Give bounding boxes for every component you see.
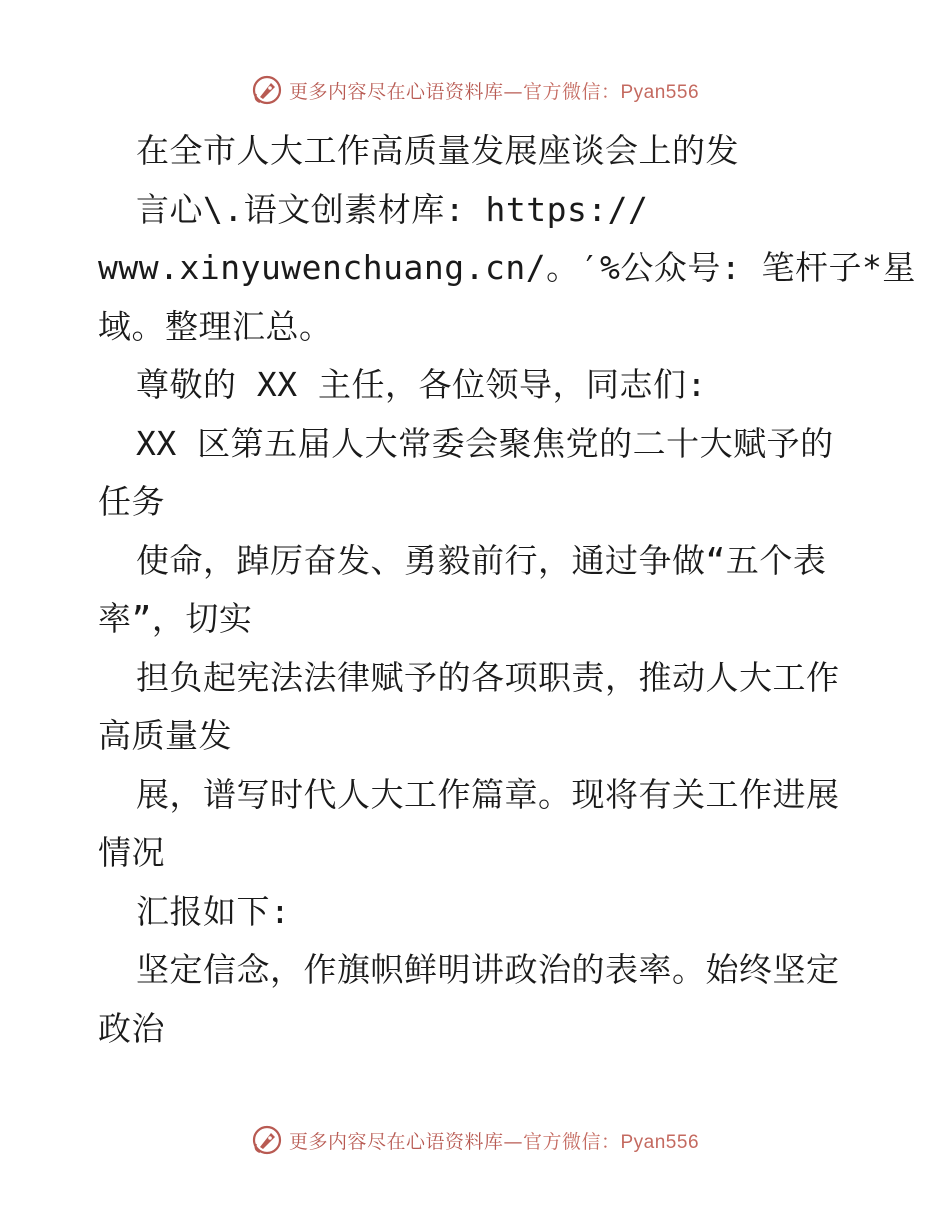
doc-line: 尊敬的 XX 主任，各位领导，同志们: <box>136 365 707 404</box>
doc-line: 情况 <box>98 833 165 872</box>
doc-line: 域。整理汇总。 <box>98 306 333 346</box>
doc-line: 率”，切实 <box>98 599 253 638</box>
doc-line: 任务 <box>98 482 165 521</box>
doc-line: 坚定信念，作旗帜鲜明讲政治的表率。始终坚定 <box>136 950 840 989</box>
footer-banner-wechat: 官方微信：Pyan556 <box>523 1131 700 1153</box>
header-banner-dash: — <box>503 80 523 103</box>
doc-line: 言心\.语文创素材库: https:// <box>136 189 649 229</box>
header-banner <box>0 70 950 110</box>
footer-banner <box>0 1120 950 1160</box>
doc-line: 在全市人大工作高质量发展座谈会上的发 <box>136 131 739 170</box>
doc-line: 政治 <box>98 1008 165 1048</box>
doc-line: 使命，踔厉奋发、勇毅前行，通过争做“五个表 <box>136 540 827 580</box>
header-banner-wechat: 官方微信：Pyan556 <box>523 81 700 103</box>
header-banner-title: 更多内容尽在心语资料库 <box>288 80 504 103</box>
doc-line: 高质量发 <box>98 716 232 755</box>
pen-nib-icon <box>251 74 283 106</box>
footer-banner-title: 更多内容尽在心语资料库 <box>288 1130 504 1153</box>
footer-banner-text <box>289 1127 699 1154</box>
doc-line: XX 区第五届人大常委会聚焦党的二十大赋予的 <box>136 423 834 463</box>
document-body <box>98 122 916 1058</box>
doc-line: 展，谱写时代人大工作篇章。现将有关工作进展 <box>136 774 840 814</box>
header-banner-text <box>289 77 699 104</box>
doc-line: www.xinyuwenchuang.cn/。′%公众号: 笔杆子*星 <box>98 248 916 287</box>
footer-banner-dash: — <box>503 1130 523 1153</box>
pen-nib-icon <box>251 1124 283 1156</box>
doc-line: 汇报如下: <box>136 891 291 931</box>
doc-line: 担负起宪法法律赋予的各项职责，推动人大工作 <box>136 657 840 697</box>
